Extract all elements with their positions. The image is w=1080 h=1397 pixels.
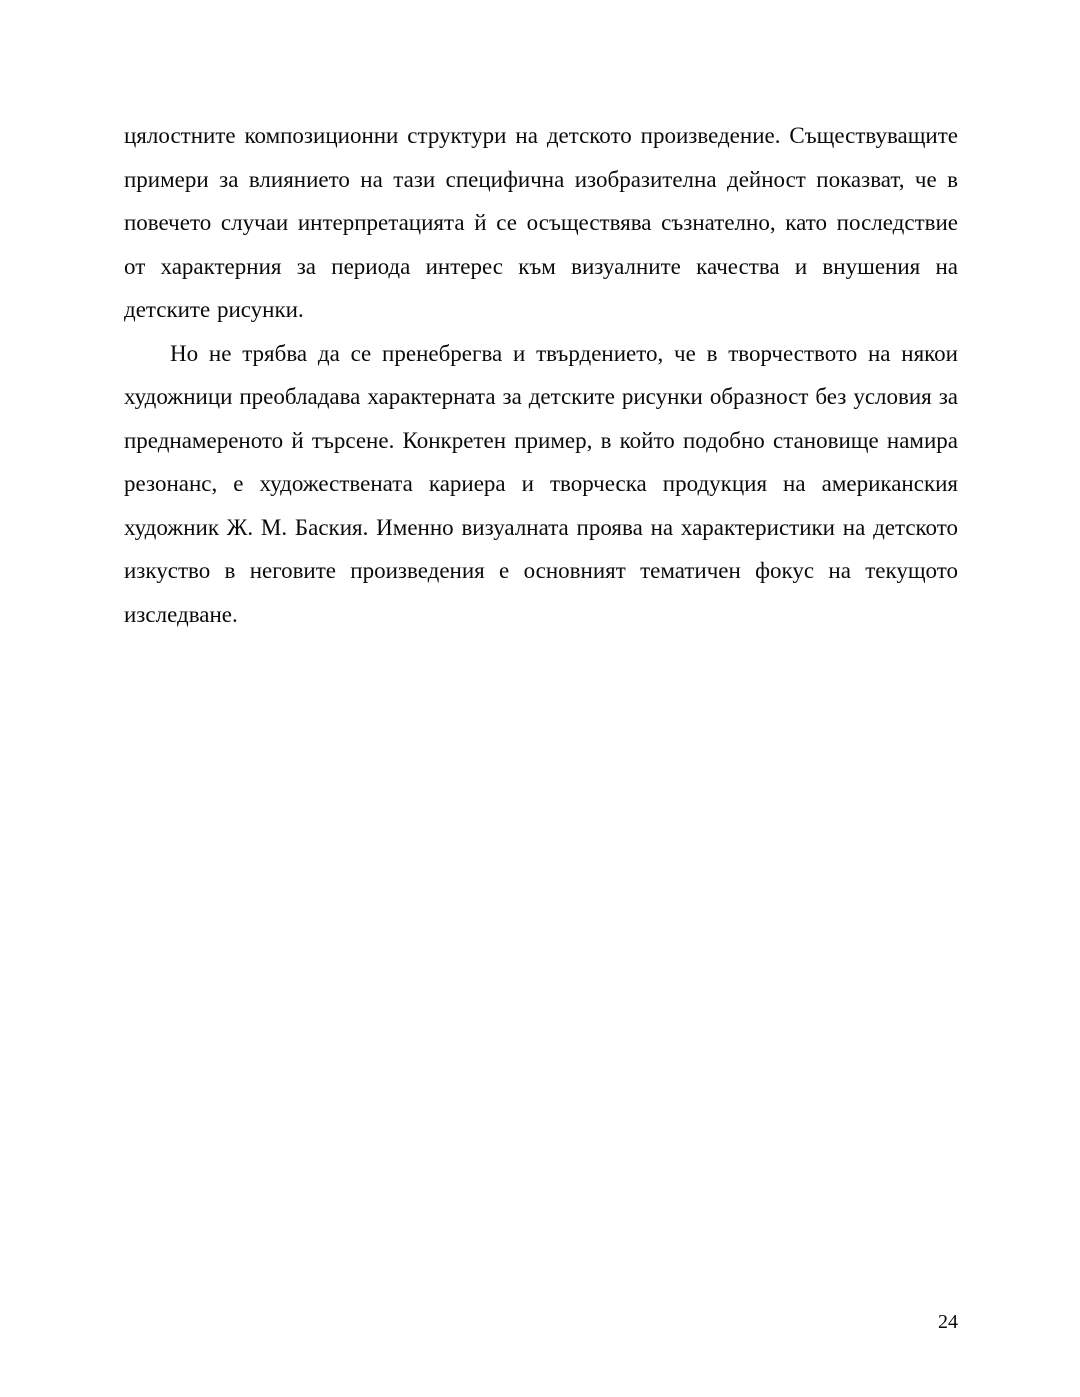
paragraph-2: Но не трябва да се пренебрегва и твърдението, че в творчеството на някои художници преобладава характерната за детските рисунки образност без условия за преднамереното й търсене. Конкретен пример, в който подобно становище намира резонанс, е художествената кариера и творческа продукция на американския художник Ж. М. Баския. Именно визуалната проява на характеристики на детското изкуство в неговите произведения е основният тематичен фокус на текущото изследване. bbox=[124, 340, 958, 627]
page-number: 24 bbox=[938, 1311, 958, 1333]
paragraph-1: цялостните композиционни структури на детското произведение. Съществуващите примери за влиянието на тази специфична изобразителна дейност показват, че в повечето случаи интерпретацията й се осъществява съзнателно, като последствие от характерния за периода интерес към визуалните качества и внушения на детските рисунки. bbox=[124, 123, 958, 322]
page-body bbox=[124, 114, 958, 636]
